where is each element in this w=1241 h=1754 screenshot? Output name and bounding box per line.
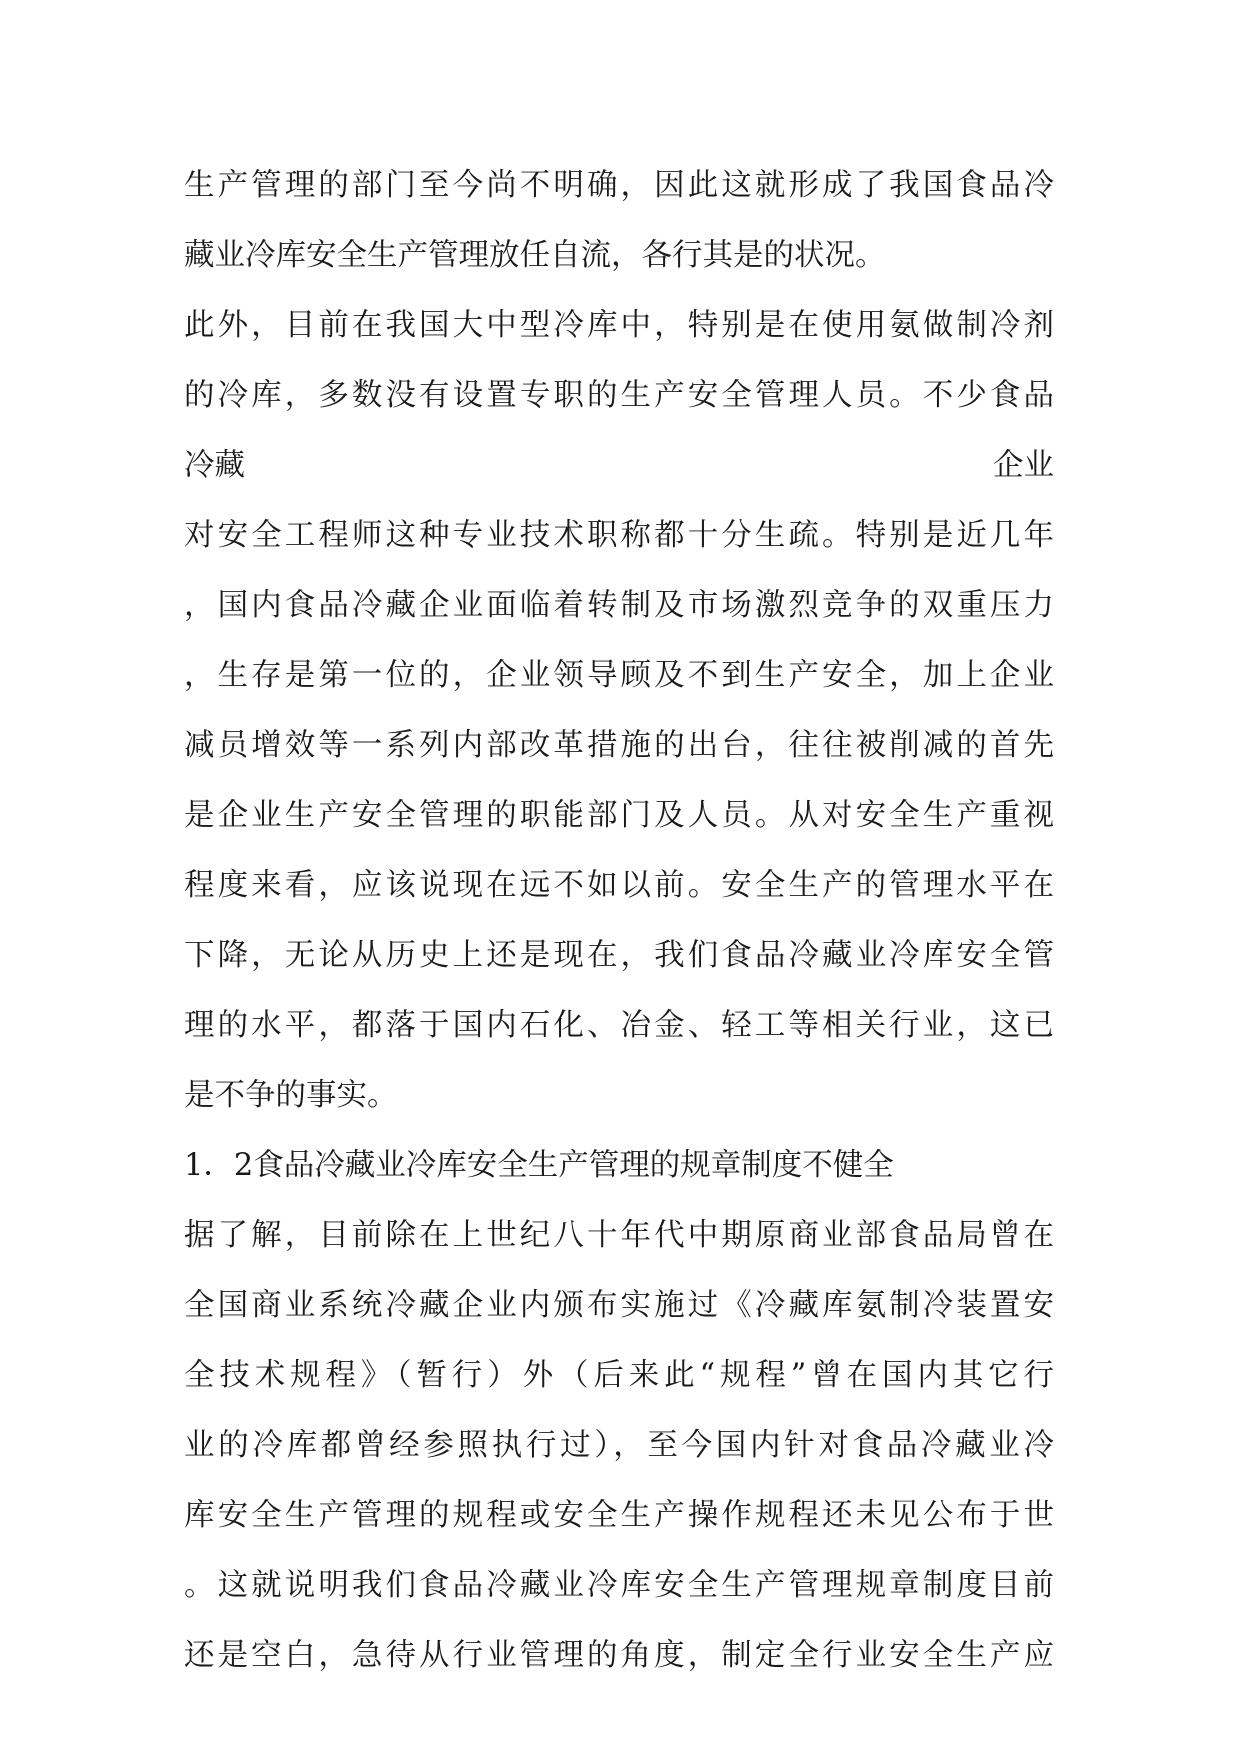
text-line-18: 全技术规程》（暂行）外（后来此“规程”曾在国内其它行 <box>184 1358 1054 1393</box>
text-line-5-right: 企业 <box>993 448 1054 483</box>
text-line-8: ，生存是第一位的，企业领导顾及不到生产安全，加上企业 <box>184 658 1054 693</box>
section-heading: 1．2食品冷藏业冷库安全生产管理的规章制度不健全 <box>184 1148 894 1183</box>
text-line-10: 是企业生产安全管理的职能部门及人员。从对安全生产重视 <box>184 798 1054 833</box>
text-line-22: 还是空白，急待从行业管理的角度，制定全行业安全生产应 <box>184 1638 1054 1673</box>
text-line-7: ，国内食品冷藏企业面临着转制及市场激烈竞争的双重压力 <box>184 588 1054 623</box>
text-line-6: 对安全工程师这种专业技术职称都十分生疏。特别是近几年 <box>184 518 1054 553</box>
text-line-17: 全国商业系统冷藏企业内颁布实施过《冷藏库氨制冷装置安 <box>184 1288 1054 1323</box>
text-line-14: 是不争的事实。 <box>184 1078 398 1113</box>
text-line-13: 理的水平，都落于国内石化、冶金、轻工等相关行业，这已 <box>184 1008 1054 1043</box>
text-line-9: 减员增效等一系列内部改革措施的出台，往往被削减的首先 <box>184 728 1054 763</box>
text-line-1: 生产管理的部门至今尚不明确，因此这就形成了我国食品冷 <box>184 168 1054 203</box>
text-line-5 <box>184 437 1054 507</box>
text-line-21: 。这就说明我们食品冷藏业冷库安全生产管理规章制度目前 <box>184 1568 1054 1603</box>
text-line-11: 程度来看，应该说现在远不如以前。安全生产的管理水平在 <box>184 868 1054 903</box>
text-line-5-left: 冷藏 <box>184 448 245 483</box>
text-line-20: 库安全生产管理的规程或安全生产操作规程还未见公布于世 <box>184 1498 1054 1533</box>
text-line-2: 藏业冷库安全生产管理放任自流，各行其是的状况。 <box>184 238 886 273</box>
body-text <box>184 157 1054 1697</box>
text-line-3: 此外，目前在我国大中型冷库中，特别是在使用氨做制冷剂 <box>184 308 1054 343</box>
text-line-12: 下降，无论从历史上还是现在，我们食品冷藏业冷库安全管 <box>184 938 1054 973</box>
text-line-4: 的冷库，多数没有设置专职的生产安全管理人员。不少食品 <box>184 378 1054 413</box>
text-line-16: 据了解，目前除在上世纪八十年代中期原商业部食品局曾在 <box>184 1218 1054 1253</box>
text-line-19: 业的冷库都曾经参照执行过），至今国内针对食品冷藏业冷 <box>184 1428 1054 1463</box>
